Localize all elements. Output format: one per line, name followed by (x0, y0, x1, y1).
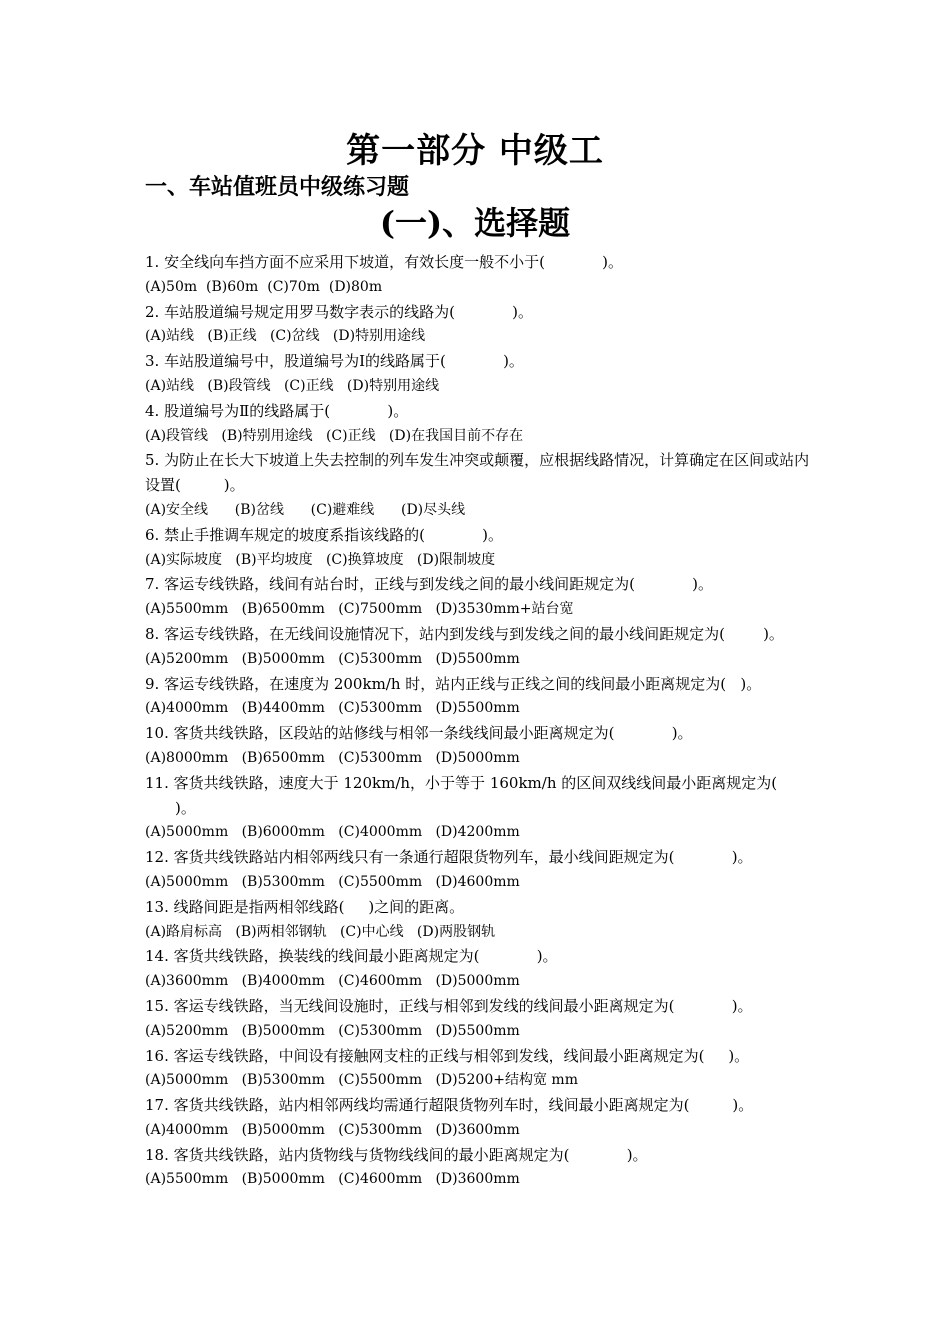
question-text: 7. 客运专线铁路，线间有站台时，正线与到发线之间的最小线间距规定为( )。 (145, 575, 714, 594)
question-text: 12. 客货共线铁路站内相邻两线只有一条通行超限货物列车，最小线间距规定为( )。 (145, 848, 753, 867)
question-options: (A)站线 (B)段管线 (C)正线 (D)特别用途线 (145, 377, 440, 394)
question-text: 15. 客运专线铁路，当无线间设施时，正线与相邻到发线的线间最小距离规定为( )。 (145, 996, 753, 1015)
question-options: (A)4000mm (B)4400mm (C)5300mm (D)5500mm (145, 700, 520, 717)
question-options: (A)50m (B)60m (C)70m (D)80m (145, 278, 383, 295)
question-options: (A)8000mm (B)6500mm (C)5300mm (D)5000mm (145, 749, 520, 766)
question-text: 9. 客运专线铁路，在速度为 200km/h 时，站内正线与正线之间的线间最小距离规定为( )。 (145, 674, 762, 693)
question-text: 10. 客货共线铁路，区段站的站修线与相邻一条线线间最小距离规定为( )。 (145, 724, 693, 743)
question-options: (A)路肩标高 (B)两相邻钢轨 (C)中心线 (D)两股钢轨 (145, 923, 496, 940)
question-options: (A)段管线 (B)特别用途线 (C)正线 (D)在我国目前不存在 (145, 427, 524, 444)
question-options: (A)安全线 (B)岔线 (C)避难线 (D)尽头线 (145, 501, 466, 518)
question-options: (A)5500mm (B)5000mm (C)4600mm (D)3600mm (145, 1171, 520, 1188)
question-text: 2. 车站股道编号规定用罗马数字表示的线路为( )。 (145, 302, 534, 321)
question-text: 6. 禁止手推调车规定的坡度系指该线路的( )。 (145, 525, 504, 544)
question-options: (A)站线 (B)正线 (C)岔线 (D)特别用途线 (145, 328, 426, 345)
question-text: 4. 股道编号为Ⅱ的线路属于( )。 (145, 401, 409, 420)
question-text: 14. 客货共线铁路，换装线的线间最小距离规定为( )。 (145, 947, 558, 966)
question-text: 3. 车站股道编号中，股道编号为Ⅰ的线路属于( )。 (145, 352, 524, 371)
question-text: 11. 客货共线铁路，速度大于 120km/h，小于等于 160km/h 的区间双线线间最小距离规定为( )。 (145, 773, 816, 817)
section-heading: (一)、选择题 (379, 204, 571, 242)
page-subtitle: 一、车站值班员中级练习题 (145, 174, 410, 200)
page-title: 第一部分 中级工 (346, 131, 604, 171)
question-text: 18. 客货共线铁路，站内货物线与货物线线间的最小距离规定为( )。 (145, 1145, 648, 1164)
question-options: (A)5200mm (B)5000mm (C)5300mm (D)5500mm (145, 650, 520, 667)
question-options: (A)5500mm (B)6500mm (C)7500mm (D)3530mm+站台宽 (145, 601, 574, 618)
question-text: 8. 客运专线铁路，在无线间设施情况下，站内到发线与到发线之间的最小线间距规定为( )。 (145, 624, 784, 643)
question-options: (A)5000mm (B)6000mm (C)4000mm (D)4200mm (145, 824, 520, 841)
question-text: 16. 客运专线铁路，中间设有接触网支柱的正线与相邻到发线，线间最小距离规定为( )。 (145, 1046, 750, 1065)
question-options: (A)5000mm (B)5300mm (C)5500mm (D)4600mm (145, 873, 520, 890)
question-options: (A)实际坡度 (B)平均坡度 (C)换算坡度 (D)限制坡度 (145, 551, 496, 568)
question-text: 1. 安全线向车挡方面不应采用下坡道，有效长度一般不小于( )。 (145, 253, 624, 271)
question-text: 5. 为防止在长大下坡道上失去控制的列车发生冲突或颠覆，应根据线路情况，计算确定在区间或站内设置( )。 (145, 451, 810, 495)
question-options: (A)5200mm (B)5000mm (C)5300mm (D)5500mm (145, 1022, 520, 1039)
question-list (145, 250, 816, 1192)
question-options: (A)4000mm (B)5000mm (C)5300mm (D)3600mm (145, 1121, 520, 1138)
question-text: 17. 客货共线铁路，站内相邻两线均需通行超限货物列车时，线间最小距离规定为( )。 (145, 1096, 754, 1115)
question-options: (A)5000mm (B)5300mm (C)5500mm (D)5200+结构宽 mm (145, 1072, 578, 1089)
question-text: 13. 线路间距是指两相邻线路( )之间的距离。 (145, 897, 465, 916)
question-options: (A)3600mm (B)4000mm (C)4600mm (D)5000mm (145, 973, 520, 990)
